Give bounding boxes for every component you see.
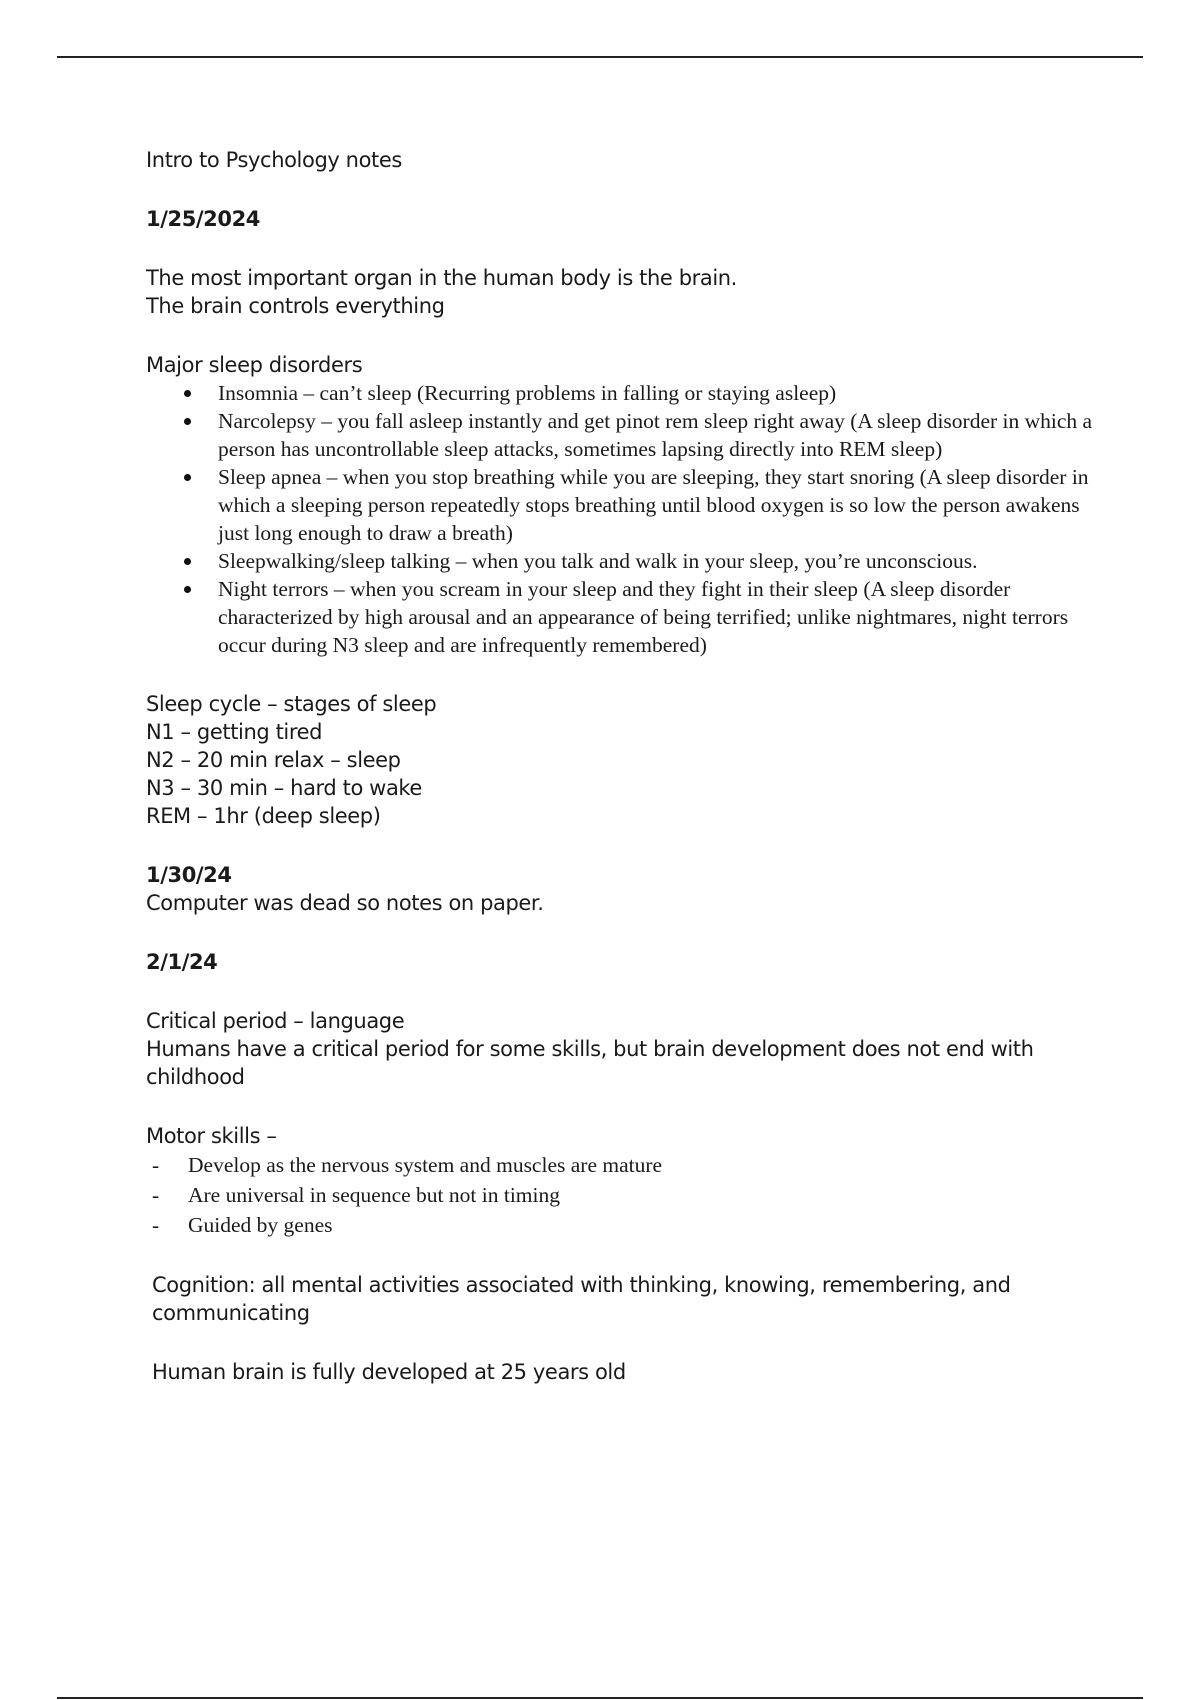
critical-period-heading: Critical period – language [146,1009,405,1033]
spacer [146,917,1106,948]
spacer [146,233,1106,264]
list-item [146,463,1106,547]
bullet-icon [184,586,191,593]
sleep-stage-n2: N2 – 20 min relax – sleep [146,748,401,772]
bullet-icon [184,390,191,397]
motor-skills-list [146,1150,1106,1240]
list-item-text: Sleep apnea – when you stop breathing while you are sleeping, they start snoring (A sleep disorder in which a sleeping person repeatedly stops breathing until blood oxygen is so low the person awakens just long enough to draw a breath) [218,465,1089,545]
dash-marker: - [152,1153,160,1177]
sleep-stage-n3: N3 – 30 min – hard to wake [146,776,422,800]
intro-line-2: The brain controls everything [146,294,445,318]
list-item-text: Sleepwalking/sleep talking – when you talk and walk in your sleep, you’re unconscious. [218,549,978,573]
spacer [146,1091,1106,1122]
top-rule [57,56,1143,58]
list-item [146,1210,1106,1240]
date-2-note: Computer was dead so notes on paper. [146,891,544,915]
spacer [146,830,1106,861]
dash-marker: - [152,1213,160,1237]
sleep-disorders-heading: Major sleep disorders [146,353,363,377]
spacer [146,320,1106,351]
date-heading-2: 1/30/24 [146,863,232,887]
list-item [146,407,1106,463]
list-item-text: Guided by genes [188,1213,333,1237]
list-item-text: Insomnia – can’t sleep (Recurring problems in falling or staying asleep) [218,381,837,405]
list-item-text: Narcolepsy – you fall asleep instantly and get pinot rem sleep right away (A sleep disorder in which a person has uncontrollable sleep attacks, sometimes lapsing directly into REM sleep) [218,409,1093,461]
list-item [146,575,1106,659]
brain-development-note: Human brain is fully developed at 25 years old [152,1360,626,1384]
list-item-text: Night terrors – when you scream in your sleep and they fight in their sleep (A sleep disorder characterized by high arousal and an appearance of being terrified; unlike nightmares, night terrors occur during N3 sleep and are infrequently remembered) [218,577,1069,657]
sleep-stage-n1: N1 – getting tired [146,720,323,744]
list-item [146,1180,1106,1210]
list-item-text: Develop as the nervous system and muscles are mature [188,1153,663,1177]
bottom-rule [57,1697,1143,1699]
intro-line-1: The most important organ in the human body is the brain. [146,266,737,290]
dash-marker: - [152,1183,160,1207]
bullet-icon [184,418,191,425]
list-item-text: Are universal in sequence but not in timing [188,1183,560,1207]
date-heading-1: 1/25/2024 [146,207,261,231]
bullet-icon [184,558,191,565]
list-item [146,1150,1106,1180]
list-item [146,379,1106,407]
critical-period-text: Humans have a critical period for some skills, but brain development does not end with childhood [146,1037,1034,1089]
cognition-definition: Cognition: all mental activities associated with thinking, knowing, remembering, and communicating [152,1273,1011,1325]
date-heading-3: 2/1/24 [146,950,218,974]
document-title: Intro to Psychology notes [146,148,402,172]
bullet-icon [184,474,191,481]
spacer [146,659,1106,690]
motor-skills-heading: Motor skills – [146,1124,277,1148]
sleep-cycle-heading: Sleep cycle – stages of sleep [146,692,437,716]
spacer [146,976,1106,1007]
sleep-stage-rem: REM – 1hr (deep sleep) [146,804,381,828]
sleep-disorders-list [146,379,1106,659]
list-item [146,547,1106,575]
spacer [146,1327,1106,1358]
document-body [146,146,1106,1386]
spacer [146,174,1106,205]
spacer [146,1240,1106,1271]
